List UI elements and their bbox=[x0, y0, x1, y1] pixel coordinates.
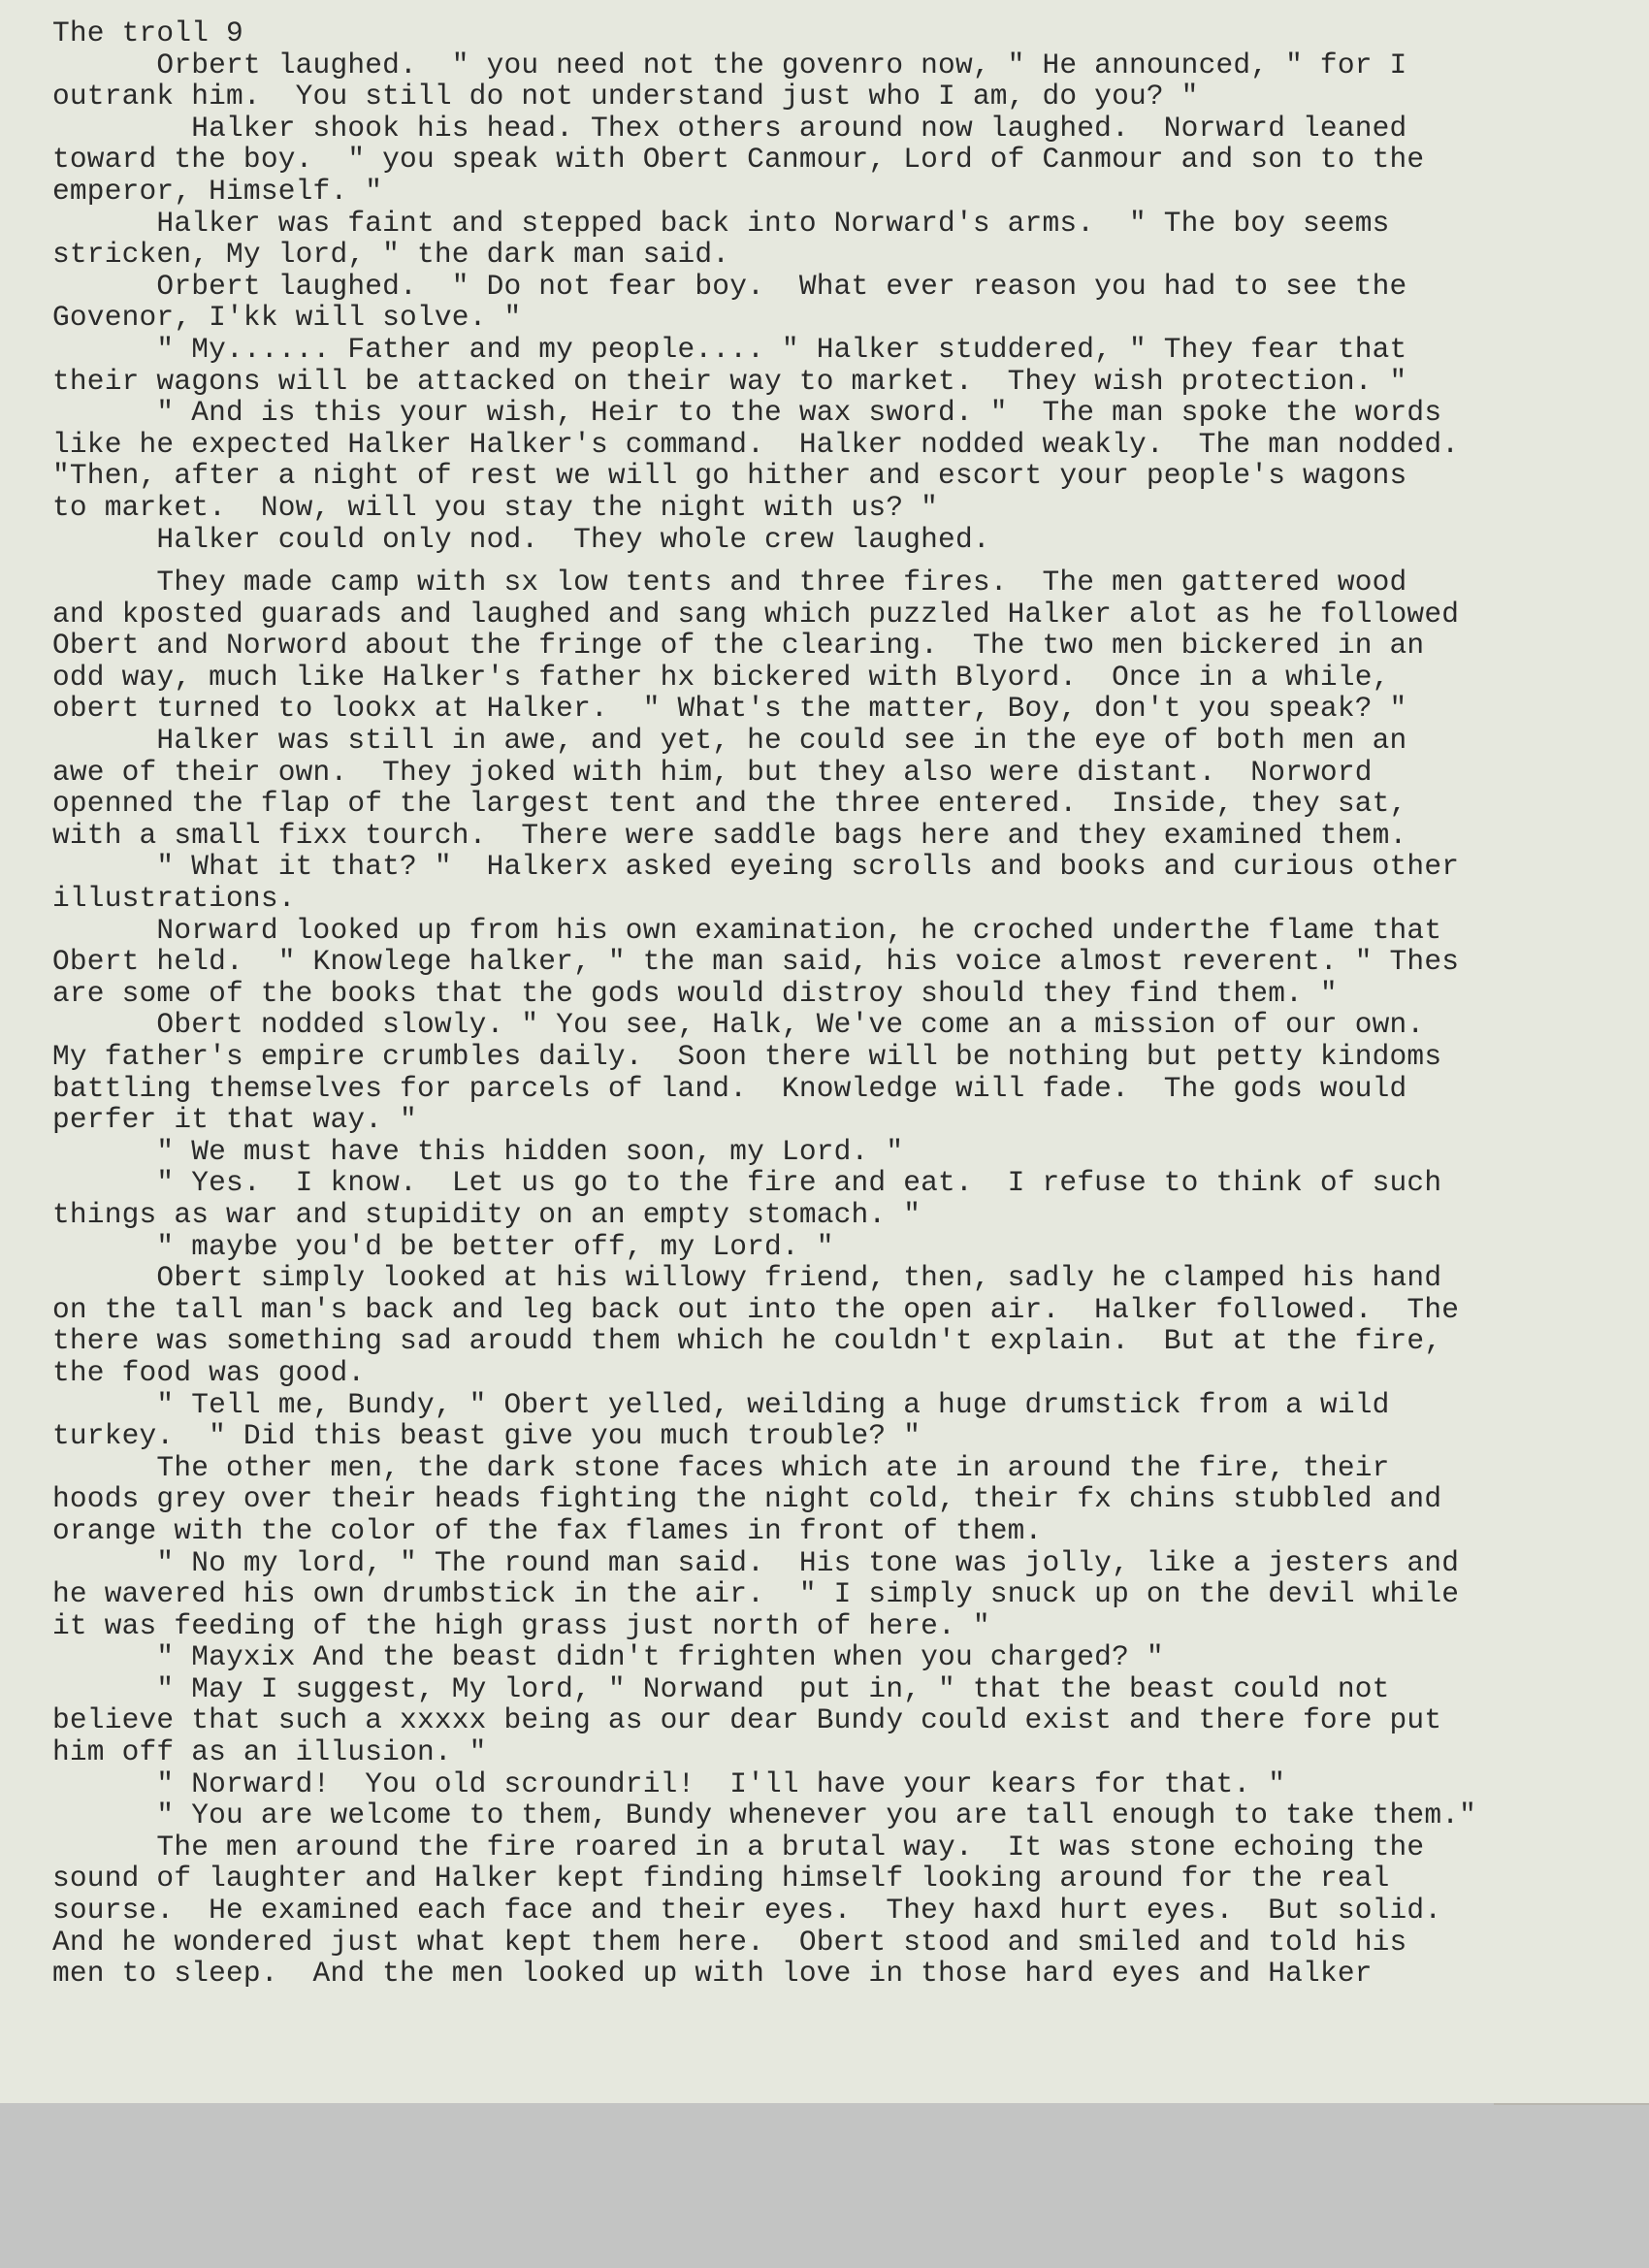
text-line: " No my lord, " The round man said. His tone was jolly, like a jesters and bbox=[52, 1545, 1460, 1579]
page-header: The troll 9 bbox=[52, 16, 243, 49]
text-line: openned the flap of the largest tent and the three entered. Inside, they sat, bbox=[52, 787, 1407, 821]
text-line: Norward looked up from his own examination, he croched underthe flame that bbox=[52, 913, 1442, 947]
text-line: he wavered his own drumbstick in the air. " I simply snuck up on the devil while bbox=[52, 1577, 1460, 1611]
text-line: " And is this your wish, Heir to the wax sword. " The man spoke the words bbox=[52, 396, 1442, 430]
text-line: things as war and stupidity on an empty stomach. " bbox=[52, 1197, 922, 1231]
text-line: " Yes. I know. Let us go to the fire and eat. I refuse to think of such bbox=[52, 1166, 1442, 1200]
text-line: turkey. " Did this beast give you much trouble? " bbox=[52, 1419, 922, 1453]
text-line: outrank him. You still do not understand just who I am, do you? " bbox=[52, 80, 1199, 113]
text-line: toward the boy. " you speak with Obert Canmour, Lord of Canmour and son to the bbox=[52, 143, 1425, 177]
text-line: Orbert laughed. " Do not fear boy. What ever reason you had to see the bbox=[52, 269, 1407, 303]
text-line: sourse. He examined each face and their eyes. They haxd hurt eyes. But solid. bbox=[52, 1894, 1442, 1928]
text-line: " Mayxix And the beast didn't frighten when you charged? " bbox=[52, 1640, 1164, 1674]
paper-curl-edge bbox=[1494, 2093, 1649, 2105]
text-line: Halker was still in awe, and yet, he could see in the eye of both men an bbox=[52, 724, 1407, 758]
text-line: They made camp with sx low tents and three fires. The men gattered wood bbox=[52, 566, 1407, 599]
text-line: " We must have this hidden soon, my Lord. " bbox=[52, 1134, 904, 1168]
text-line: sound of laughter and Halker kept finding himself looking around for the real bbox=[52, 1862, 1390, 1895]
text-line: battling themselves for parcels of land. Knowledge will fade. The gods would bbox=[52, 1071, 1407, 1105]
text-line: awe of their own. They joked with him, but they also were distant. Norword bbox=[52, 755, 1373, 789]
text-line: odd way, much like Halker's father hx bickered with Blyord. Once in a while, bbox=[52, 660, 1390, 694]
text-line: " What it that? " Halkerx asked eyeing scrolls and books and curious other bbox=[52, 850, 1460, 884]
text-line: Halker could only nod. They whole crew laughed. bbox=[52, 522, 990, 556]
text-line: The men around the fire roared in a brutal way. It was stone echoing the bbox=[52, 1830, 1425, 1863]
text-line: " You are welcome to them, Bundy whenever you are tall enough to take them." bbox=[52, 1798, 1477, 1832]
text-line: with a small fixx tourch. There were saddle bags here and they examined them. bbox=[52, 818, 1407, 852]
text-line: to market. Now, will you stay the night with us? " bbox=[52, 490, 939, 524]
text-line: orange with the color of the fax flames in front of them. bbox=[52, 1513, 1043, 1547]
page-text bbox=[52, 17, 1643, 1990]
passage-two bbox=[52, 567, 1643, 1990]
text-line: Govenor, I'kk will solve. " bbox=[52, 301, 522, 335]
text-line: the food was good. bbox=[52, 1355, 366, 1389]
text-line: " Norward! You old scroundril! I'll have your kears for that. " bbox=[52, 1766, 1286, 1800]
text-line: Obert and Norword about the fringe of the clearing. The two men bickered in an bbox=[52, 629, 1425, 663]
text-line: The other men, the dark stone faces which ate in around the fire, their bbox=[52, 1450, 1390, 1484]
text-line: on the tall man's back and leg back out into the open air. Halker followed. The bbox=[52, 1292, 1460, 1326]
text-line: illustrations. bbox=[52, 882, 296, 916]
text-line: obert turned to lookx at Halker. " What's the matter, Boy, don't you speak? " bbox=[52, 692, 1407, 726]
text-line: My father's empire crumbles daily. Soon there will be nothing but petty kindoms bbox=[52, 1040, 1442, 1073]
text-line: him off as an illusion. " bbox=[52, 1735, 487, 1769]
text-line: Obert nodded slowly. " You see, Halk, We've come an a mission of our own. bbox=[52, 1008, 1425, 1042]
text-line: are some of the books that the gods would distroy should they find them. " bbox=[52, 976, 1338, 1010]
text-line: hoods grey over their heads fighting the night cold, their fx chins stubbled and bbox=[52, 1482, 1442, 1516]
text-line: men to sleep. And the men looked up with love in those hard eyes and Halker bbox=[52, 1957, 1373, 1991]
text-line: " Tell me, Bundy, " Obert yelled, weilding a huge drumstick from a wild bbox=[52, 1387, 1390, 1421]
text-line: stricken, My lord, " the dark man said. bbox=[52, 238, 730, 272]
text-line: like he expected Halker Halker's command. Halker nodded weakly. The man nodded. bbox=[52, 427, 1460, 461]
text-line: and kposted guarads and laughed and sang which puzzled Halker alot as he followed bbox=[52, 597, 1460, 631]
text-line: " My...... Father and my people.... " Halker studdered, " They fear that bbox=[52, 332, 1407, 366]
text-line: Orbert laughed. " you need not the govenro now, " He announced, " for I bbox=[52, 48, 1407, 81]
text-line: " May I suggest, My lord, " Norwand put in, " that the beast could not bbox=[52, 1671, 1390, 1705]
text-line: there was something sad aroudd them which he couldn't explain. But at the fire, bbox=[52, 1324, 1442, 1358]
text-line: Halker shook his head. Thex others around now laughed. Norward leaned bbox=[52, 111, 1407, 145]
text-line: Obert simply looked at his willowy friend, then, sadly he clamped his hand bbox=[52, 1261, 1442, 1295]
passage-one bbox=[52, 49, 1643, 556]
text-line: it was feeding of the high grass just north of here. " bbox=[52, 1608, 990, 1642]
text-line: Halker was faint and stepped back into Norward's arms. " The boy seems bbox=[52, 206, 1390, 240]
text-line: And he wondered just what kept them here. Obert stood and smiled and told his bbox=[52, 1925, 1407, 1959]
text-line: Obert held. " Knowlege halker, " the man said, his voice almost reverent. " Thes bbox=[52, 945, 1460, 979]
text-line: perfer it that way. " bbox=[52, 1103, 417, 1137]
text-line: believe that such a xxxxx being as our dear Bundy could exist and there fore put bbox=[52, 1703, 1442, 1737]
text-line: " maybe you'd be better off, my Lord. " bbox=[52, 1229, 834, 1263]
text-line: "Then, after a night of rest we will go hither and escort your people's wagons bbox=[52, 459, 1407, 493]
text-line: their wagons will be attacked on their way to market. They wish protection. " bbox=[52, 364, 1407, 398]
text-line: emperor, Himself. " bbox=[52, 174, 383, 208]
